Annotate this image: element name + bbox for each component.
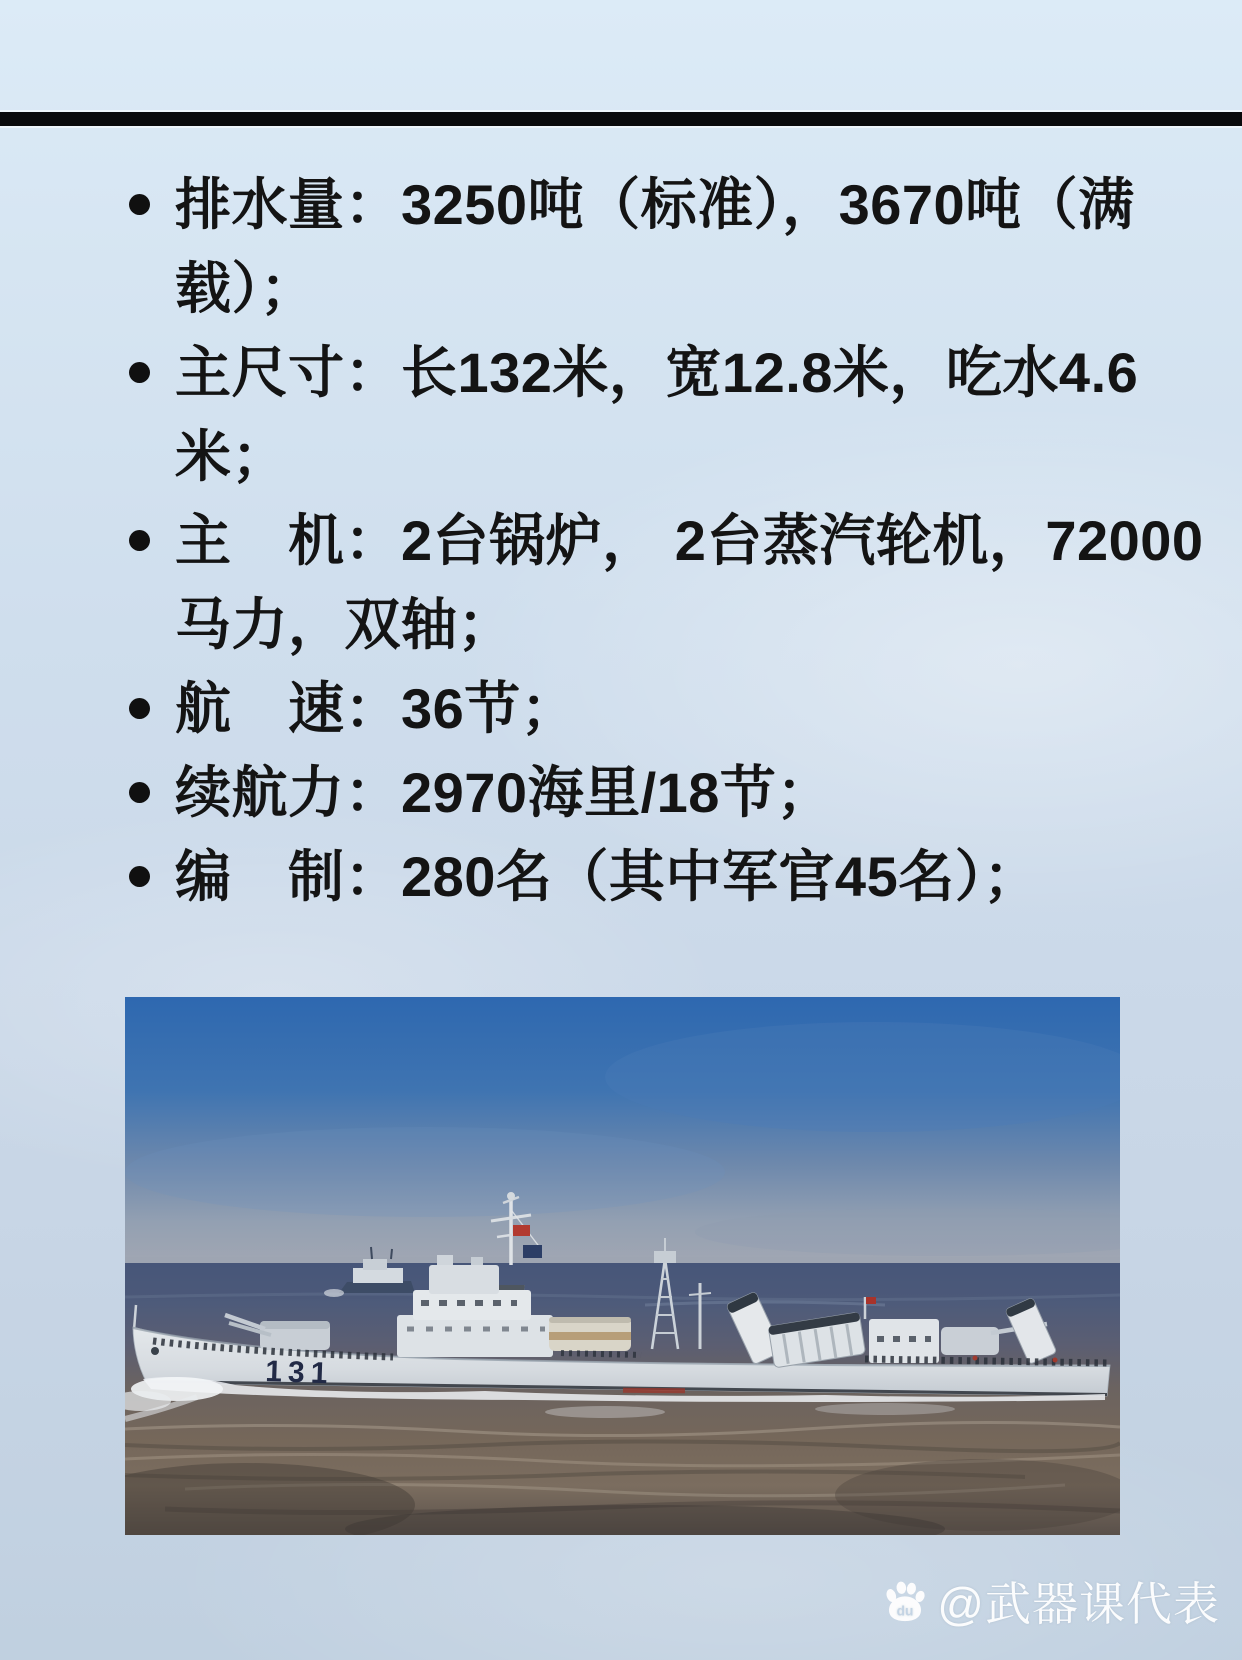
bullet-dot: [129, 866, 150, 887]
spec-item-displacement: [175, 163, 1155, 331]
spec-line: 排水量：3250吨（标准），3670吨（满: [175, 173, 1135, 236]
bullet-dot: [129, 194, 150, 215]
aft-flag: [866, 1297, 876, 1304]
spec-line: 米；: [175, 425, 288, 488]
sky: [125, 997, 1120, 1269]
spec-item-engine: [175, 499, 1204, 667]
bullet-dot: [129, 530, 150, 551]
ship-photo: [125, 997, 1120, 1535]
spec-line: 续航力：2970海里/18节；: [175, 761, 833, 824]
spec-item-dimensions: [175, 331, 1155, 499]
paw-du-text: du: [896, 1603, 914, 1619]
spec-list: [175, 163, 1204, 919]
top-divider-bar: [0, 112, 1242, 126]
spec-item-crew: [175, 835, 1155, 919]
boat-cover-box: [549, 1317, 631, 1351]
spec-line: 马力，双轴；: [175, 593, 514, 656]
spec-item-range: [175, 751, 1155, 835]
spec-line: 载）；: [175, 257, 317, 320]
bullet-dot: [129, 362, 150, 383]
spec-line: 航 速：36节；: [175, 677, 578, 740]
signal-flag-red: [513, 1225, 530, 1236]
watermark-text: @武器课代表: [937, 1578, 1220, 1630]
hull-number: 131: [264, 1355, 334, 1391]
spec-line: 主尺寸：长132米，宽12.8米，吃水4.6: [175, 341, 1139, 404]
spec-line: 主 机：2台锅炉， 2台蒸汽轮机，72000: [175, 509, 1204, 572]
spec-line: 编 制：280名（其中军官45名）；: [175, 845, 1040, 908]
spec-item-speed: [175, 667, 1155, 751]
bullet-dot: [129, 782, 150, 803]
baidu-paw-icon: [882, 1580, 928, 1622]
watermark: [882, 1568, 1220, 1634]
bullet-dot: [129, 698, 150, 719]
ship-photo-graphic: [125, 997, 1120, 1535]
signal-flag-navy: [523, 1245, 542, 1258]
